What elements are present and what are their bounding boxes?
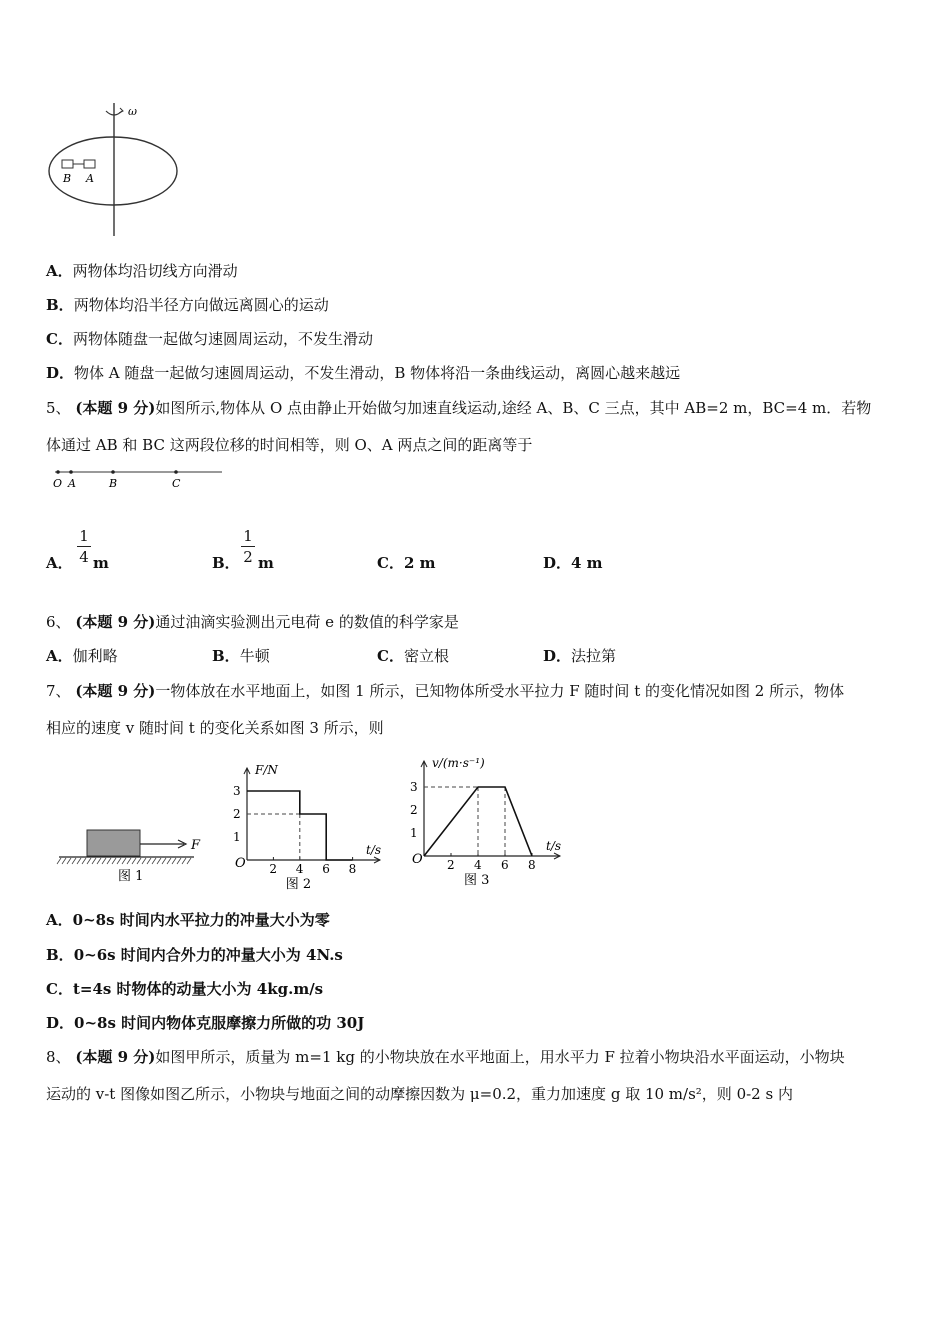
q5-option-a-unit: m xyxy=(93,554,109,572)
q6-option-c: C．密立根 xyxy=(377,647,449,665)
q7-option-c: C．t=4s 时物体的动量大小为 4kg.m/s xyxy=(46,980,324,998)
ground-hatch xyxy=(147,858,151,864)
ground-hatch xyxy=(127,858,131,864)
y-tick-label: 2 xyxy=(410,803,418,817)
x-tick-label: 2 xyxy=(269,862,278,876)
point-b: B xyxy=(109,477,118,490)
ground-hatch xyxy=(122,858,126,864)
label-a: A xyxy=(86,172,94,185)
q5-stem-line1: 5、 (本题 9 分)如图所示,物体从 O 点由静止开始做匀加速直线运动,途经 A、B、C 三点，其中 AB=2 m，BC=4 m．若物 xyxy=(46,399,872,417)
ground-hatch xyxy=(182,858,186,864)
x-tick-label: 4 xyxy=(295,862,304,876)
y-axis-label: F/N xyxy=(255,763,278,777)
x-tick-label: 2 xyxy=(447,858,455,872)
label-b: B xyxy=(63,172,72,185)
ground-hatch xyxy=(87,858,91,864)
ground-hatch xyxy=(82,858,86,864)
ground-hatch xyxy=(117,858,121,864)
point-c: C xyxy=(172,477,181,490)
x-tick-label: 8 xyxy=(528,858,536,872)
x-tick-label: 8 xyxy=(348,862,357,876)
q4-option-d: D．物体 A 随盘一起做匀速圆周运动，不发生滑动，B 物体将沿一条曲线运动，离圆心越来越远 xyxy=(46,364,681,382)
q4-option-b: B．两物体均沿半径方向做远离圆心的运动 xyxy=(46,296,329,314)
q5-option-c: C．2 m xyxy=(377,554,436,572)
force-label: F xyxy=(191,838,201,853)
ground-hatch xyxy=(72,858,76,864)
ground-hatch xyxy=(142,858,146,864)
q7-stem-line1: 7、 (本题 9 分)一物体放在水平地面上，如图 1 所示，已知物体所受水平拉力 F 随时间 t 的变化情况如图 2 所示，物体 xyxy=(46,682,845,700)
chart-caption: 图 3 xyxy=(464,873,490,888)
ground-hatch xyxy=(57,858,61,864)
ground-hatch xyxy=(62,858,66,864)
q5-option-a-fraction: 1 4 xyxy=(77,527,91,566)
q5-points-figure xyxy=(50,462,225,492)
block-a xyxy=(84,160,95,168)
q8-stem-line1: 8、 (本题 9 分)如图甲所示，质量为 m=1 kg 的小物块放在水平地面上，用水平力 F 拉着小物块沿水平面运动，小物块 xyxy=(46,1048,845,1066)
origin-label: O xyxy=(412,852,423,867)
ground-hatch xyxy=(152,858,156,864)
q6-option-a: A．伽利略 xyxy=(46,647,118,665)
q5-option-b-key: B． xyxy=(212,554,240,572)
origin-label: O xyxy=(235,856,246,871)
ground-hatch xyxy=(102,858,106,864)
q6-option-b: B．牛顿 xyxy=(212,647,270,665)
x-tick-label: 6 xyxy=(501,858,509,872)
ground-hatch xyxy=(97,858,101,864)
q5-option-d: D．4 m xyxy=(543,554,603,572)
omega-label: ω xyxy=(128,105,137,118)
ground-hatch xyxy=(167,858,171,864)
ground-hatch xyxy=(92,858,96,864)
point-o: O xyxy=(53,477,63,490)
block-b xyxy=(62,160,73,168)
y-tick-label: 1 xyxy=(410,826,418,840)
x-axis-label: t/s xyxy=(366,843,382,857)
ground-hatch xyxy=(107,858,111,864)
fig1-caption: 图 1 xyxy=(118,869,144,884)
y-tick-label: 1 xyxy=(233,830,241,844)
q6-stem: 6、 (本题 9 分)通过油滴实验测出元电荷 e 的数值的科学家是 xyxy=(46,613,459,631)
ground-hatch xyxy=(172,858,176,864)
q4-option-a: A．两物体均沿切线方向滑动 xyxy=(46,262,238,280)
q7-chart-force-time xyxy=(228,760,388,892)
disk xyxy=(49,137,177,205)
q5-option-b-fraction: 1 2 xyxy=(241,527,255,566)
ground-hatch xyxy=(137,858,141,864)
ground-hatch xyxy=(177,858,181,864)
q7-option-b: B．0~6s 时间内合外力的冲量大小为 4N.s xyxy=(46,946,343,964)
y-tick-label: 2 xyxy=(233,807,241,821)
q7-stem-line2: 相应的速度 v 随时间 t 的变化关系如图 3 所示，则 xyxy=(46,719,384,737)
x-tick-label: 6 xyxy=(322,862,330,876)
y-axis-label: v/(m·s⁻¹) xyxy=(432,756,485,770)
ground-hatch xyxy=(187,858,191,864)
block xyxy=(87,830,140,856)
ground-hatch xyxy=(157,858,161,864)
ground-hatch xyxy=(132,858,136,864)
q6-option-d: D．法拉第 xyxy=(543,647,617,665)
chart-caption: 图 2 xyxy=(285,877,312,892)
x-tick-label: 4 xyxy=(474,858,482,872)
ground-hatch xyxy=(67,858,71,864)
point-a: A xyxy=(68,477,76,490)
ground-hatch xyxy=(112,858,116,864)
q7-chart-velocity-time xyxy=(402,753,567,892)
ground-hatch xyxy=(162,858,166,864)
q8-stem-line2: 运动的 v-t 图像如图乙所示，小物块与地面之间的动摩擦因数为 μ=0.2，重力加速度 g 取 10 m/s²，则 0-2 s 内 xyxy=(46,1085,793,1103)
q5-option-b-unit: m xyxy=(258,554,274,572)
rotating-disk-figure xyxy=(40,95,190,240)
q7-option-a: A．0~8s 时间内水平拉力的冲量大小为零 xyxy=(46,911,330,929)
x-axis-label: t/s xyxy=(546,839,562,853)
q7-option-d: D．0~8s 时间内物体克服摩擦力所做的功 30J xyxy=(46,1014,365,1032)
q5-option-a-key: A． xyxy=(46,554,73,572)
ground-hatch xyxy=(77,858,81,864)
q5-stem-line2: 体通过 AB 和 BC 这两段位移的时间相等，则 O、A 两点之间的距离等于 xyxy=(46,436,533,454)
q4-option-c: C．两物体随盘一起做匀速圆周运动，不发生滑动 xyxy=(46,330,373,348)
y-tick-label: 3 xyxy=(410,780,418,794)
q7-figure-1 xyxy=(56,820,206,888)
y-tick-label: 3 xyxy=(233,784,241,798)
